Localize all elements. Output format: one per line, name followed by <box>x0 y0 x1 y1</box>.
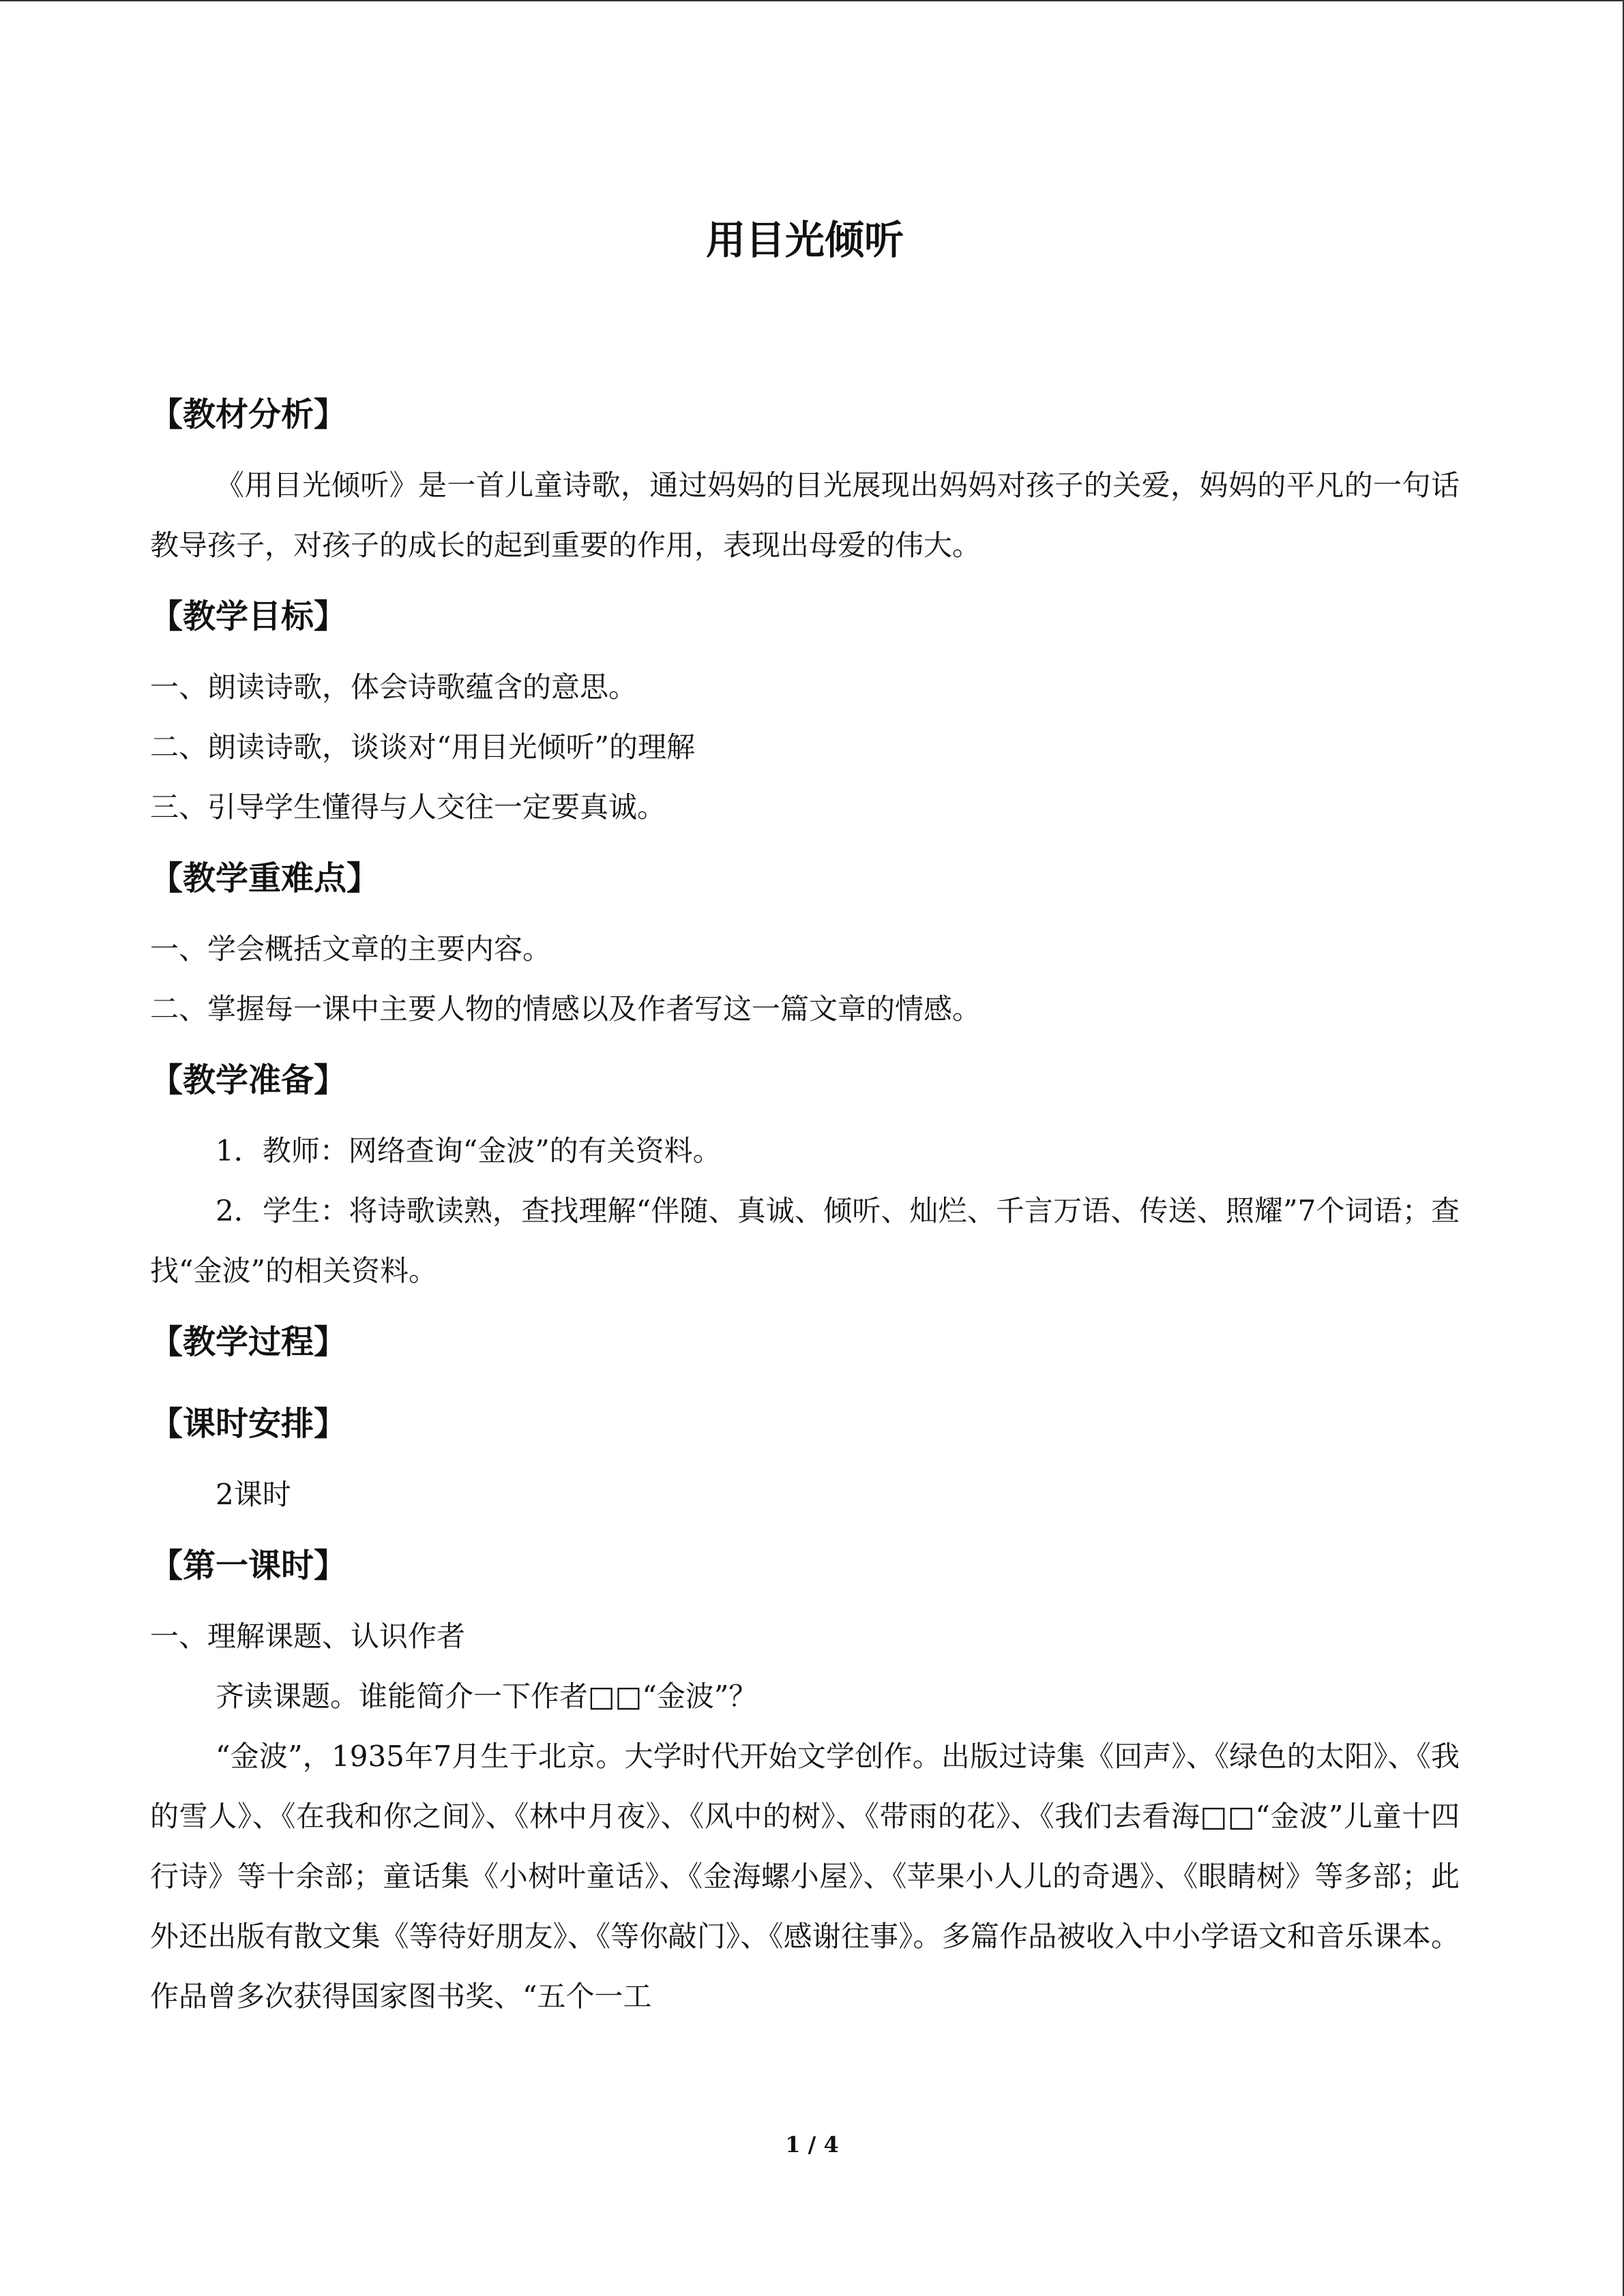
analysis-paragraph: 《用目光倾听》是一首儿童诗歌，通过妈妈的目光展现出妈妈对孩子的关爱，妈妈的平凡的一句话教导孩子，对孩子的成长的起到重要的作用，表现出母爱的伟大。 <box>150 468 1460 562</box>
section-heading-key-points: 【教学重难点】 <box>150 859 380 897</box>
section-heading-process: 【教学过程】 <box>150 1323 347 1361</box>
goal-item: 一、朗读诗歌，体会诗歌蕴含的意思。 <box>150 670 638 704</box>
section-heading-schedule: 【课时安排】 <box>150 1405 347 1443</box>
author-bio-paragraph: “金波”，1935年7月生于北京。大学时代开始文学创作。出版过诗集《回声》、《绿色的太阳》、《我的雪人》、《在我和你之间》、《林中月夜》、《风中的树》、《带雨的花》、《我们去看海□□“金波”儿童十四行诗》等十余部；童话集《小树叶童话》、《金海螺小屋》、《苹果小人儿的奇遇》、《眼睛树》等多部；此外还出版有散文集《等待好朋友》、《等你敲门》、《感谢往事》。多篇作品被收入中小学语文和音乐课本。作品曾多次获得国家图书奖、“五个一工 <box>150 1740 1460 2013</box>
section-heading-analysis: 【教材分析】 <box>150 396 347 434</box>
preparation-item: 2．学生：将诗歌读熟，查找理解“伴随、真诚、倾听、灿烂、千言万语、传送、照耀”7个词语；查找“金波”的相关资料。 <box>150 1194 1460 1287</box>
key-point-item: 二、掌握每一课中主要人物的情感以及作者写这一篇文章的情感。 <box>150 992 981 1026</box>
page-number: 1 / 4 <box>785 2132 839 2158</box>
document-body <box>150 374 1460 2027</box>
section-heading-preparation: 【教学准备】 <box>150 1061 347 1099</box>
goal-item: 三、引导学生懂得与人交往一定要真诚。 <box>150 790 666 824</box>
lesson1-step: 一、理解课题、认识作者 <box>150 1620 466 1653</box>
schedule-text: 2课时 <box>216 1478 291 1511</box>
document-title: 用目光倾听 <box>705 217 904 263</box>
section-heading-lesson1: 【第一课时】 <box>150 1547 347 1585</box>
preparation-item: 1．教师：网络查询“金波”的有关资料。 <box>216 1134 722 1167</box>
key-point-item: 一、学会概括文章的主要内容。 <box>150 932 552 966</box>
goal-item: 二、朗读诗歌，谈谈对“用目光倾听”的理解 <box>150 730 695 764</box>
section-heading-goals: 【教学目标】 <box>150 597 347 636</box>
lesson1-question: 齐读课题。谁能简介一下作者□□“金波”？ <box>216 1680 758 1713</box>
